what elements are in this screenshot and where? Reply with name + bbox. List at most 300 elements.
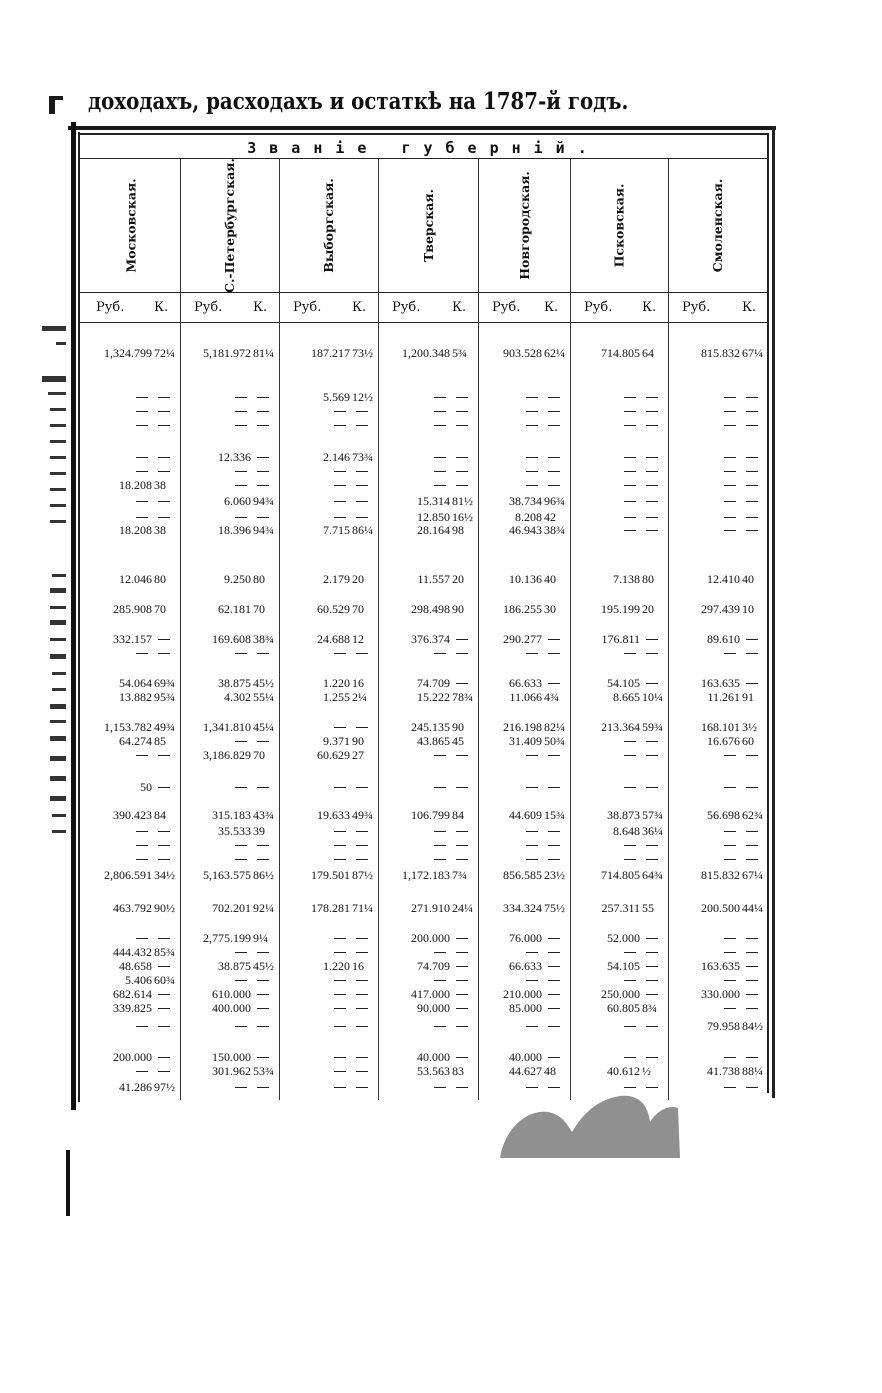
- table-cell-kop: 49¾: [352, 808, 373, 822]
- dash-mark: [646, 966, 658, 967]
- dash-mark: [646, 845, 658, 846]
- dash-mark: [334, 938, 346, 939]
- table-cell-kop: 73½: [352, 346, 373, 360]
- table-cell-rub: 89.610: [707, 632, 740, 646]
- dash-mark: [746, 530, 758, 531]
- dash-mark: [456, 952, 468, 953]
- table-cell-kop: 60: [742, 734, 754, 748]
- dash-mark: [158, 517, 170, 518]
- dash-mark: [257, 994, 269, 995]
- dash-mark: [746, 859, 758, 860]
- dash-mark: [548, 938, 560, 939]
- table-cell-kop: 55: [642, 901, 654, 915]
- table-right-rule: [767, 133, 769, 1093]
- dash-mark: [624, 1026, 636, 1027]
- table-cell-kop: 75½: [544, 901, 565, 915]
- dash-mark: [624, 457, 636, 458]
- table-cell-rub: 18.208: [119, 523, 152, 537]
- table-cell-kop: 64: [642, 346, 654, 360]
- dash-mark: [158, 397, 170, 398]
- dash-mark: [356, 787, 368, 788]
- table-cell-kop: 80: [642, 572, 654, 586]
- table-cell-rub: 856.585: [503, 868, 542, 882]
- unit-rub: Руб.: [392, 300, 421, 315]
- table-cell-rub: 11.066: [509, 690, 542, 704]
- table-cell-kop: 38: [154, 523, 166, 537]
- table-cell-kop: 10: [742, 602, 754, 616]
- dash-mark: [356, 1071, 368, 1072]
- dash-mark: [724, 831, 736, 832]
- dash-mark: [724, 845, 736, 846]
- dash-mark: [356, 952, 368, 953]
- table-cell-rub: 11.261: [707, 690, 740, 704]
- dash-mark: [334, 831, 346, 832]
- dash-mark: [158, 1071, 170, 1072]
- table-cell-rub: 1.255: [323, 690, 350, 704]
- table-cell-rub: 163.635: [701, 959, 740, 973]
- dash-mark: [334, 994, 346, 995]
- dash-mark: [257, 517, 269, 518]
- table-cell-rub: 315.183: [212, 808, 251, 822]
- table-cell-rub: 44.609: [509, 808, 542, 822]
- table-cell-rub: 2,775.199: [203, 931, 251, 945]
- table-cell-kop: 60¾: [154, 973, 175, 987]
- table-cell-rub: 179.501: [311, 868, 350, 882]
- dash-mark: [724, 952, 736, 953]
- dash-mark: [724, 653, 736, 654]
- column-header-label: Московская.: [123, 177, 139, 273]
- table-cell-rub: 60.805: [607, 1001, 640, 1015]
- table-cell-rub: 79.958: [707, 1019, 740, 1033]
- dash-mark: [548, 471, 560, 472]
- dash-mark: [334, 471, 346, 472]
- dash-mark: [356, 1057, 368, 1058]
- table-cell-rub: 4.302: [224, 690, 251, 704]
- table-cell-kop: 20: [452, 572, 464, 586]
- dash-mark: [456, 787, 468, 788]
- table-cell-rub: 903.528: [503, 346, 542, 360]
- table-cell-kop: 50¾: [544, 734, 565, 748]
- dash-mark: [646, 1087, 658, 1088]
- table-cell-rub: 44.627: [509, 1064, 542, 1078]
- table-cell-kop: 90: [452, 602, 464, 616]
- table-cell-rub: 5.406: [125, 973, 152, 987]
- table-cell-kop: 87½: [352, 868, 373, 882]
- table-cell-rub: 43.865: [417, 734, 450, 748]
- dash-mark: [624, 980, 636, 981]
- unit-kop: К.: [352, 300, 367, 315]
- column-header: [609, 160, 629, 290]
- dash-mark: [646, 952, 658, 953]
- table-cell-rub: 298.498: [411, 602, 450, 616]
- table-cell-rub: 8.665: [613, 690, 640, 704]
- dash-mark: [158, 994, 170, 995]
- table-cell-rub: 6.060: [224, 494, 251, 508]
- dash-mark: [456, 1087, 468, 1088]
- table-cell-kop: 48: [544, 1064, 556, 1078]
- dash-mark: [235, 471, 247, 472]
- dash-mark: [235, 517, 247, 518]
- column-separator: [378, 158, 379, 1100]
- table-cell-rub: 35.533: [218, 824, 251, 838]
- dash-mark: [548, 845, 560, 846]
- dash-mark: [334, 485, 346, 486]
- dash-mark: [158, 859, 170, 860]
- dash-mark: [158, 938, 170, 939]
- table-cell-rub: 216.198: [503, 720, 542, 734]
- dash-mark: [724, 938, 736, 939]
- table-cell-rub: 200.000: [113, 1050, 152, 1064]
- table-cell-kop: 96¾: [544, 494, 565, 508]
- dash-mark: [235, 1087, 247, 1088]
- table-cell-rub: 11.557: [417, 572, 450, 586]
- dash-mark: [746, 653, 758, 654]
- table-cell-rub: 714.805: [601, 868, 640, 882]
- dash-mark: [746, 457, 758, 458]
- table-cell-rub: 271.910: [411, 901, 450, 915]
- table-cell-rub: 339.825: [113, 1001, 152, 1015]
- dash-mark: [235, 741, 247, 742]
- table-cell-rub: 60.629: [317, 748, 350, 762]
- dash-mark: [456, 845, 468, 846]
- table-cell-kop: 34½: [154, 868, 175, 882]
- table-cell-kop: 67¼: [742, 868, 763, 882]
- dash-mark: [434, 859, 446, 860]
- table-cell-rub: 31.409: [509, 734, 542, 748]
- table-cell-rub: 54.105: [607, 959, 640, 973]
- table-cell-kop: 62¾: [742, 808, 763, 822]
- table-cell-kop: 12: [352, 632, 364, 646]
- table-cell-rub: 13.882: [119, 690, 152, 704]
- dash-mark: [235, 952, 247, 953]
- dash-mark: [136, 1071, 148, 1072]
- table-cell-rub: 1,341.810: [203, 720, 251, 734]
- dash-mark: [526, 787, 538, 788]
- table-cell-rub: 12.410: [707, 572, 740, 586]
- dash-mark: [136, 1026, 148, 1027]
- table-cell-rub: 169.608: [212, 632, 251, 646]
- table-cell-kop: 83: [452, 1064, 464, 1078]
- table-cell-rub: 12.850: [417, 510, 450, 524]
- dash-mark: [334, 1071, 346, 1072]
- table-cell-kop: 23½: [544, 868, 565, 882]
- table-cell-rub: 9.371: [323, 734, 350, 748]
- dash-mark: [456, 397, 468, 398]
- unit-rub: Руб.: [96, 300, 125, 315]
- dash-mark: [624, 787, 636, 788]
- table-cell-kop: 81½: [452, 494, 473, 508]
- table-cell-kop: 38: [154, 478, 166, 492]
- table-cell-kop: 2¼: [352, 690, 367, 704]
- table-cell-kop: 80: [154, 572, 166, 586]
- dash-mark: [257, 1008, 269, 1009]
- table-cell-rub: 297.439: [701, 602, 740, 616]
- unit-kop: К.: [642, 300, 657, 315]
- table-cell-kop: 42: [544, 510, 556, 524]
- table-cell-rub: 54.105: [607, 676, 640, 690]
- table-cell-rub: 41.286: [119, 1080, 152, 1094]
- table-cell-rub: 5,163.575: [203, 868, 251, 882]
- dash-mark: [624, 471, 636, 472]
- dash-mark: [526, 485, 538, 486]
- dash-mark: [136, 457, 148, 458]
- dash-mark: [526, 980, 538, 981]
- dash-mark: [257, 425, 269, 426]
- dash-mark: [456, 471, 468, 472]
- table-cell-rub: 400.000: [212, 1001, 251, 1015]
- dash-mark: [434, 845, 446, 846]
- dash-mark: [746, 952, 758, 953]
- table-cell-kop: 16½: [452, 510, 473, 524]
- dash-mark: [158, 639, 170, 640]
- dash-mark: [646, 683, 658, 684]
- table-cell-rub: 301.962: [212, 1064, 251, 1078]
- dash-mark: [334, 1008, 346, 1009]
- dash-mark: [334, 517, 346, 518]
- table-cell-kop: 64¾: [642, 868, 663, 882]
- table-left-border: [68, 122, 82, 1110]
- dash-mark: [548, 653, 560, 654]
- dash-mark: [746, 1057, 758, 1058]
- dash-mark: [646, 425, 658, 426]
- table-cell-rub: 187.217: [311, 346, 350, 360]
- table-cell-rub: 53.563: [417, 1064, 450, 1078]
- dash-mark: [724, 980, 736, 981]
- column-header-label: Псковская.: [611, 183, 627, 267]
- table-cell-rub: 56.698: [707, 808, 740, 822]
- table-cell-rub: 1,200.348: [402, 346, 450, 360]
- column-separator: [478, 158, 479, 1100]
- table-cell-kop: 24¼: [452, 901, 473, 915]
- dash-mark: [356, 501, 368, 502]
- dash-mark: [456, 1008, 468, 1009]
- dash-mark: [456, 859, 468, 860]
- dash-mark: [624, 501, 636, 502]
- dash-mark: [624, 845, 636, 846]
- dash-mark: [136, 755, 148, 756]
- dash-mark: [646, 1026, 658, 1027]
- dash-mark: [434, 471, 446, 472]
- table-cell-rub: 48.658: [119, 959, 152, 973]
- dash-mark: [356, 938, 368, 939]
- dash-mark: [624, 1057, 636, 1058]
- dash-mark: [526, 755, 538, 756]
- table-cell-kop: 80: [253, 572, 265, 586]
- dash-mark: [235, 425, 247, 426]
- dash-mark: [724, 411, 736, 412]
- table-cell-rub: 85.000: [509, 1001, 542, 1015]
- dash-mark: [158, 425, 170, 426]
- table-cell-kop: 86¼: [352, 523, 373, 537]
- unit-rub: Руб.: [194, 300, 223, 315]
- dash-mark: [624, 755, 636, 756]
- table-cell-kop: 84: [154, 808, 166, 822]
- table-cell-rub: 815.832: [701, 346, 740, 360]
- dash-mark: [257, 1087, 269, 1088]
- dash-mark: [526, 845, 538, 846]
- dash-mark: [456, 994, 468, 995]
- dash-mark: [235, 845, 247, 846]
- dash-mark: [646, 980, 658, 981]
- dash-mark: [724, 397, 736, 398]
- dash-mark: [548, 1087, 560, 1088]
- dash-mark: [526, 1026, 538, 1027]
- dash-mark: [456, 755, 468, 756]
- dash-mark: [334, 653, 346, 654]
- dash-mark: [334, 411, 346, 412]
- dash-mark: [257, 411, 269, 412]
- dash-mark: [548, 1026, 560, 1027]
- dash-mark: [136, 501, 148, 502]
- column-header: [220, 157, 240, 293]
- column-header-label: Тверская.: [420, 188, 436, 262]
- dash-mark: [746, 787, 758, 788]
- dash-mark: [235, 980, 247, 981]
- dash-mark: [257, 397, 269, 398]
- table-cell-rub: 24.688: [317, 632, 350, 646]
- dash-mark: [257, 457, 269, 458]
- dash-mark: [334, 980, 346, 981]
- table-cell-kop: 88¼: [742, 1064, 763, 1078]
- dash-mark: [548, 831, 560, 832]
- dash-mark: [526, 425, 538, 426]
- table-cell-kop: 98: [452, 523, 464, 537]
- dash-mark: [257, 980, 269, 981]
- dash-mark: [624, 859, 636, 860]
- dash-mark: [235, 485, 247, 486]
- dash-mark: [746, 411, 758, 412]
- table-cell-rub: 28.164: [417, 523, 450, 537]
- dash-mark: [235, 859, 247, 860]
- dash-mark: [548, 397, 560, 398]
- table-cell-rub: 9.250: [224, 572, 251, 586]
- table-cell-kop: 78¾: [452, 690, 473, 704]
- table-cell-kop: 9¼: [253, 931, 268, 945]
- dash-mark: [526, 653, 538, 654]
- dash-mark: [456, 411, 468, 412]
- table-cell-rub: 38.875: [218, 676, 251, 690]
- dash-mark: [356, 859, 368, 860]
- dash-mark: [526, 952, 538, 953]
- table-cell-rub: 2.146: [323, 450, 350, 464]
- dash-mark: [334, 787, 346, 788]
- dash-mark: [548, 639, 560, 640]
- table-cell-kop: 94¾: [253, 523, 274, 537]
- dash-mark: [646, 994, 658, 995]
- dash-mark: [548, 411, 560, 412]
- dash-mark: [356, 471, 368, 472]
- dash-mark: [158, 845, 170, 846]
- dash-mark: [257, 1057, 269, 1058]
- page-title: доходахъ, расходахъ и остаткѣ на 1787-й годъ.: [88, 88, 629, 115]
- dash-mark: [456, 966, 468, 967]
- dash-mark: [136, 653, 148, 654]
- dash-mark: [724, 425, 736, 426]
- dash-mark: [526, 397, 538, 398]
- dash-mark: [746, 425, 758, 426]
- dash-mark: [356, 831, 368, 832]
- dash-mark: [434, 787, 446, 788]
- dash-mark: [136, 397, 148, 398]
- table-cell-rub: 40.000: [509, 1050, 542, 1064]
- dash-mark: [624, 1087, 636, 1088]
- dash-mark: [526, 831, 538, 832]
- dash-mark: [158, 653, 170, 654]
- table-cell-rub: 200.000: [411, 931, 450, 945]
- column-header: [708, 160, 728, 290]
- table-cell-kop: 71¼: [352, 901, 373, 915]
- dash-mark: [356, 845, 368, 846]
- table-cell-kop: 38¾: [253, 632, 274, 646]
- dash-mark: [746, 980, 758, 981]
- table-cell-kop: 3½: [742, 720, 757, 734]
- dash-mark: [646, 530, 658, 531]
- dash-mark: [526, 1087, 538, 1088]
- unit-kop: К.: [452, 300, 467, 315]
- table-cell-rub: 682.614: [113, 987, 152, 1001]
- dash-mark: [548, 1057, 560, 1058]
- table-cell-rub: 50: [140, 780, 152, 794]
- table-cell-kop: 85¾: [154, 945, 175, 959]
- table-inner-rule: [78, 133, 768, 135]
- dash-mark: [646, 517, 658, 518]
- column-header-label: Выборгская.: [321, 177, 336, 273]
- dash-mark: [235, 1026, 247, 1027]
- dash-mark: [334, 1026, 346, 1027]
- printer-ornament-icon: [47, 94, 65, 116]
- table-cell-rub: 3,186.829: [203, 748, 251, 762]
- dash-mark: [746, 517, 758, 518]
- table-cell-rub: 18.396: [218, 523, 251, 537]
- table-cell-rub: 376.374: [411, 632, 450, 646]
- table-cell-kop: 81¼: [253, 346, 274, 360]
- dash-mark: [257, 471, 269, 472]
- dash-mark: [526, 411, 538, 412]
- table-cell-kop: 16: [352, 676, 364, 690]
- table-cell-kop: 45¼: [253, 720, 274, 734]
- dash-mark: [746, 1087, 758, 1088]
- dash-mark: [646, 411, 658, 412]
- table-cell-kop: 70: [253, 602, 265, 616]
- table-cell-rub: 1.220: [323, 959, 350, 973]
- table-cell-rub: 150.000: [212, 1050, 251, 1064]
- table-cell-rub: 12.336: [218, 450, 251, 464]
- dash-mark: [235, 787, 247, 788]
- dash-mark: [257, 845, 269, 846]
- dash-mark: [624, 425, 636, 426]
- dash-mark: [646, 653, 658, 654]
- dash-mark: [526, 457, 538, 458]
- dash-mark: [136, 411, 148, 412]
- table-cell-rub: 5,181.972: [203, 346, 251, 360]
- table-cell-kop: 40: [544, 572, 556, 586]
- dash-mark: [548, 994, 560, 995]
- table-cell-kop: 92¼: [253, 901, 274, 915]
- table-cell-kop: 94¾: [253, 494, 274, 508]
- dash-mark: [158, 1026, 170, 1027]
- dash-mark: [548, 980, 560, 981]
- dash-mark: [746, 938, 758, 939]
- units-rule: [80, 322, 768, 323]
- dash-mark: [646, 397, 658, 398]
- table-cell-rub: 285.908: [113, 602, 152, 616]
- column-header: [418, 160, 438, 290]
- dash-mark: [526, 859, 538, 860]
- table-cell-rub: 90.000: [417, 1001, 450, 1015]
- dash-mark: [434, 1026, 446, 1027]
- table-cell-kop: 15¾: [544, 808, 565, 822]
- table-cell-kop: 95¾: [154, 690, 175, 704]
